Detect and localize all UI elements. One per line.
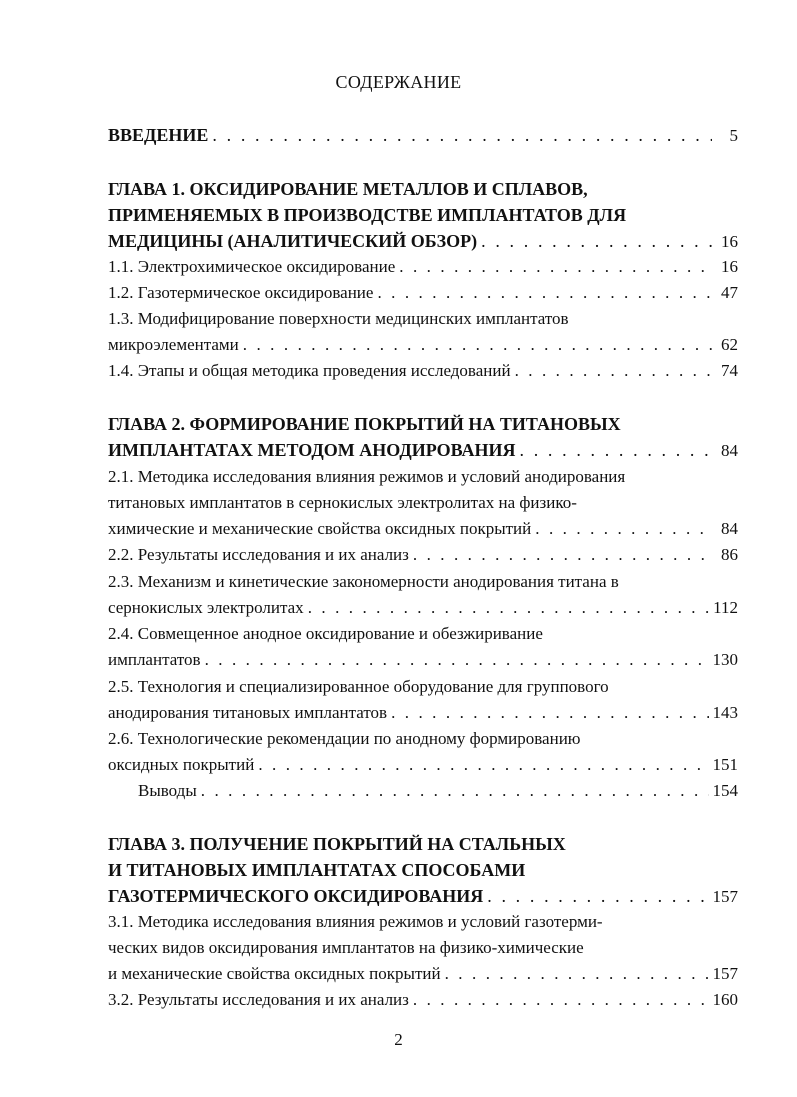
toc-page-number: 130 — [712, 650, 738, 669]
toc-page-number: 16 — [721, 257, 738, 276]
chapter-3-heading-line-3[interactable]: ГАЗОТЕРМИЧЕСКОГО ОКСИДИРОВАНИЯ . . . 157 — [108, 885, 738, 909]
toc-page-number: 16 — [721, 232, 738, 251]
toc-entry-1-4[interactable]: 1.4. Этапы и общая методика проведения исследований . . . 74 — [108, 360, 738, 384]
leader-dots — [515, 360, 712, 382]
chapter-2-heading-line-2[interactable]: ИМПЛАНТАТАХ МЕТОДОМ АНОДИРОВАНИЯ . . . 84 — [108, 439, 738, 463]
toc-page-number: 84 — [721, 441, 738, 460]
toc-entry-2-1-line-1[interactable]: 2.1. Методика исследования влияния режимов и условий анодирования — [108, 467, 626, 486]
leader-dots — [399, 256, 712, 278]
toc-page-number: 47 — [721, 283, 738, 302]
toc-entry-2-1-line-3[interactable]: химические и механические свойства оксидных покрытий . . . 84 — [108, 518, 738, 542]
page-number: 2 — [394, 1030, 403, 1049]
leader-dots — [258, 754, 708, 776]
toc-page-number: 154 — [712, 781, 738, 800]
leader-dots — [413, 989, 709, 1011]
toc-entry-2-6-line-2[interactable]: оксидных покрытий . . . 151 — [108, 754, 738, 778]
chapter-1-heading-line-3[interactable]: МЕДИЦИНЫ (АНАЛИТИЧЕСКИЙ ОБЗОР) . . . 16 — [108, 230, 738, 254]
chapter-1-heading-line-2[interactable]: ПРИМЕНЯЕМЫХ В ПРОИЗВОДСТВЕ ИМПЛАНТАТОВ ДЛЯ — [108, 205, 627, 225]
toc-entry-3-2[interactable]: 3.2. Результаты исследования и их анализ . . . 160 — [108, 989, 738, 1013]
chapter-1-heading-line-1[interactable]: ГЛАВА 1. ОКСИДИРОВАНИЕ МЕТАЛЛОВ И СПЛАВОВ, — [108, 179, 588, 199]
leader-dots — [205, 649, 709, 671]
toc-entry-3-1-line-3[interactable]: и механические свойства оксидных покрытий . . . 157 — [108, 963, 738, 987]
toc-entry-2-5-line-2[interactable]: анодирования титановых имплантатов . . . 143 — [108, 702, 738, 726]
toc-entry-1-1[interactable]: 1.1. Электрохимическое оксидирование . . . 16 — [108, 256, 738, 280]
toc-entry-intro[interactable] — [108, 124, 738, 148]
leader-dots — [243, 334, 712, 356]
leader-dots — [487, 885, 708, 907]
toc-entry-3-1-line-1[interactable]: 3.1. Методика исследования влияния режимов и условий газотерми- — [108, 912, 603, 931]
toc-entry-text: ВВЕДЕНИЕ — [108, 125, 209, 145]
toc-entry-2-4-line-2[interactable]: имплантатов . . . 130 — [108, 649, 738, 673]
page-title: СОДЕРЖАНИЕ — [335, 72, 462, 92]
toc-page-number: 74 — [721, 361, 738, 380]
leader-dots — [520, 439, 712, 461]
toc-entry-2-4-line-1[interactable]: 2.4. Совмещенное анодное оксидирование и обезжиривание — [108, 624, 543, 643]
leader-dots — [201, 780, 709, 802]
chapter-3-heading-line-1[interactable]: ГЛАВА 3. ПОЛУЧЕНИЕ ПОКРЫТИЙ НА СТАЛЬНЫХ — [108, 834, 566, 854]
leader-dots — [535, 518, 712, 540]
toc-entry-2-5-line-1[interactable]: 2.5. Технология и специализированное оборудование для группового — [108, 677, 609, 696]
toc-entry-1-3-line-2[interactable]: микроэлементами . . . 62 — [108, 334, 738, 358]
toc-page-number: 157 — [712, 887, 738, 906]
toc-page-number: 112 — [713, 598, 738, 617]
toc-page-number: 86 — [721, 545, 738, 564]
toc-entry-2-2[interactable]: 2.2. Результаты исследования и их анализ . . . 86 — [108, 544, 738, 568]
leader-dots — [212, 124, 712, 146]
leader-dots — [481, 230, 712, 252]
toc-entry-2-1-line-2[interactable]: титановых имплантатов в сернокислых электролитах на физико- — [108, 493, 577, 512]
toc-entry-1-3-line-1[interactable]: 1.3. Модифицирование поверхности медицинских имплантатов — [108, 309, 569, 328]
toc-entry-conclusions[interactable]: Выводы . . . 154 — [108, 780, 738, 804]
toc-entry-2-6-line-1[interactable]: 2.6. Технологические рекомендации по анодному формированию — [108, 729, 581, 748]
toc-entry-2-3-line-1[interactable]: 2.3. Механизм и кинетические закономерности анодирования титана в — [108, 572, 619, 591]
toc-page-number: 84 — [721, 519, 738, 538]
toc-page-number: 5 — [729, 126, 738, 145]
leader-dots — [391, 702, 708, 724]
leader-dots — [413, 544, 712, 566]
toc-entry-3-1-line-2[interactable]: ческих видов оксидирования имплантатов на физико-химические — [108, 938, 584, 957]
toc-page-number: 157 — [712, 964, 738, 983]
chapter-2-heading-line-1[interactable]: ГЛАВА 2. ФОРМИРОВАНИЕ ПОКРЫТИЙ НА ТИТАНОВЫХ — [108, 414, 621, 434]
leader-dots — [308, 597, 709, 619]
toc-entry-2-3-line-2[interactable]: сернокислых электролитах . . . 112 — [108, 597, 738, 621]
toc-page-number: 160 — [712, 990, 738, 1009]
leader-dots — [445, 963, 709, 985]
toc-page-number: 151 — [712, 755, 738, 774]
toc-entry-1-2[interactable]: 1.2. Газотермическое оксидирование . . . 47 — [108, 282, 738, 306]
chapter-3-heading-line-2[interactable]: И ТИТАНОВЫХ ИМПЛАНТАТАХ СПОСОБАМИ — [108, 860, 526, 880]
toc-page-number: 143 — [712, 703, 738, 722]
toc-page-number: 62 — [721, 335, 738, 354]
leader-dots — [377, 282, 712, 304]
